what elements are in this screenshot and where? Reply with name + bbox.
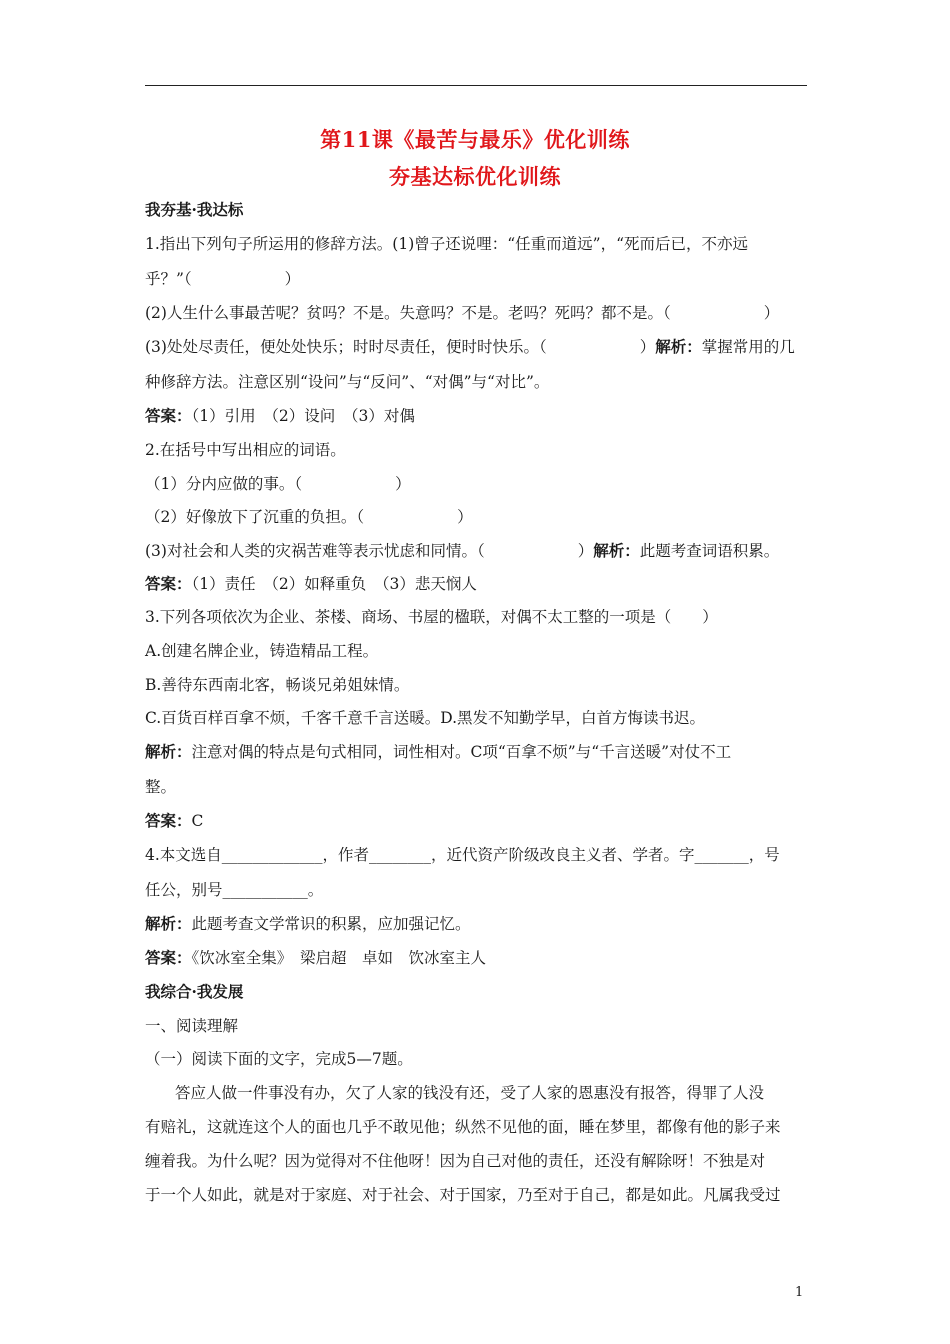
page-title: 第11课《最苦与最乐》优化训练 [320,127,630,152]
page-number: 1 [795,1285,804,1300]
q1-analysis-label: 解析： [655,337,702,356]
q3-line-1: 3.下列各项依次为企业、茶楼、商场、书屋的楹联，对偶不太工整的一项是（ ） [145,608,718,626]
q2-answer-label: 答案： [145,574,192,593]
header-rule [145,85,807,86]
q3-analysis-text: 注意对偶的特点是句式相同，词性相对。C项“百拿不烦”与“千言送暖”对仗不工 [191,743,732,761]
q1-answer [145,406,809,426]
q3-analysis-1 [145,742,809,762]
reading-paragraph-line-3: 缠着我。为什么呢？因为觉得对不住他呀！因为自己对他的责任，还没有解除呀！不独是对 [145,1152,766,1170]
reading-paragraph-line-4: 于一个人如此，就是对于家庭、对于社会、对于国家，乃至对于自己，都是如此。凡属我受过 [145,1186,781,1204]
reading-paragraph-line-1: 答应人做一件事没有办，欠了人家的钱没有还，受了人家的恩惠没有报答，得罪了人没 [175,1084,765,1102]
q3-analysis-2: 整。 [145,778,177,796]
q4-analysis-label: 解析： [145,914,192,933]
q4-answer-text: 《饮冰室全集》 梁启超 卓如 饮冰室主人 [191,949,487,967]
q2-line-4 [145,541,809,561]
q1-line-4 [145,337,809,357]
q1-line-5: 种修辞方法。注意区别“设问”与“反问”、“对偶”与“对比”。 [145,373,550,391]
q1-line-1: 1.指出下列句子所运用的修辞方法。(1)曾子还说哩：“任重而道远”，“死而后已，不亦远 [145,235,749,253]
q1-answer-text: （1）引用 （2）设问 （3）对偶 [191,407,415,425]
q2-line-3: （2）好像放下了沉重的负担。（ ） [145,508,473,526]
q1-line-2: 乎？”（ ） [145,270,301,288]
q2-answer-text: （1）责任 （2）如释重负 （3）悲天悯人 [191,575,477,593]
q4-answer [145,948,809,968]
q3-option-b: B.善待东西南北客，畅谈兄弟姐妹情。 [145,676,410,694]
q4-line-1: 4.本文选自_____________，作者________，近代资产阶级改良主义者、学者。字_______，号 [145,846,780,864]
q4-analysis-text: 此题考查文学常识的积累，应加强记忆。 [191,915,471,933]
q2-line-4-text: (3)对社会和人类的灾祸苦难等表示忧虑和同情。（ ） [145,542,594,560]
q2-answer [145,574,809,594]
q3-analysis-label: 解析： [145,742,192,761]
q3-answer-label: 答案： [145,811,192,830]
q3-answer-text: C [191,812,204,830]
q1-analysis-text: 掌握常用的几 [701,338,795,356]
q1-line-4-text: (3)处处尽责任，便处处快乐；时时尽责任，便时时快乐。（ ） [145,338,656,356]
q1-answer-label: 答案： [145,406,192,425]
page-subtitle: 夯基达标优化训练 [389,164,561,189]
q2-analysis-text: 此题考查词语积累。 [639,542,780,560]
q3-option-cd: C.百货百样百拿不烦，千客千意千言送暖。D.黑发不知勤学早，白首方悔读书迟。 [145,709,706,727]
reading-heading: 一、阅读理解 [145,1017,239,1035]
q3-option-a: A.创建名牌企业，铸造精品工程。 [145,642,379,660]
q2-analysis-label: 解析： [593,541,640,560]
q4-answer-label: 答案： [145,948,192,967]
q4-analysis [145,914,809,934]
section-heading-2: 我综合·我发展 [145,982,244,1001]
reading-subheading: （一）阅读下面的文字，完成5—7题。 [145,1050,413,1068]
q1-line-3: (2)人生什么事最苦呢？贫吗？不是。失意吗？不是。老吗？死吗？都不是。（ ） [145,304,780,322]
q3-answer [145,811,809,831]
q4-line-2: 任公，别号___________。 [145,881,324,899]
q2-line-1: 2.在括号中写出相应的词语。 [145,441,346,459]
reading-paragraph-line-2: 有赔礼，这就连这个人的面也几乎不敢见他；纵然不见他的面，睡在梦里，都像有他的影子来 [145,1118,781,1136]
q2-line-2: （1）分内应做的事。（ ） [145,475,411,493]
section-heading-1: 我夯基·我达标 [145,200,244,219]
